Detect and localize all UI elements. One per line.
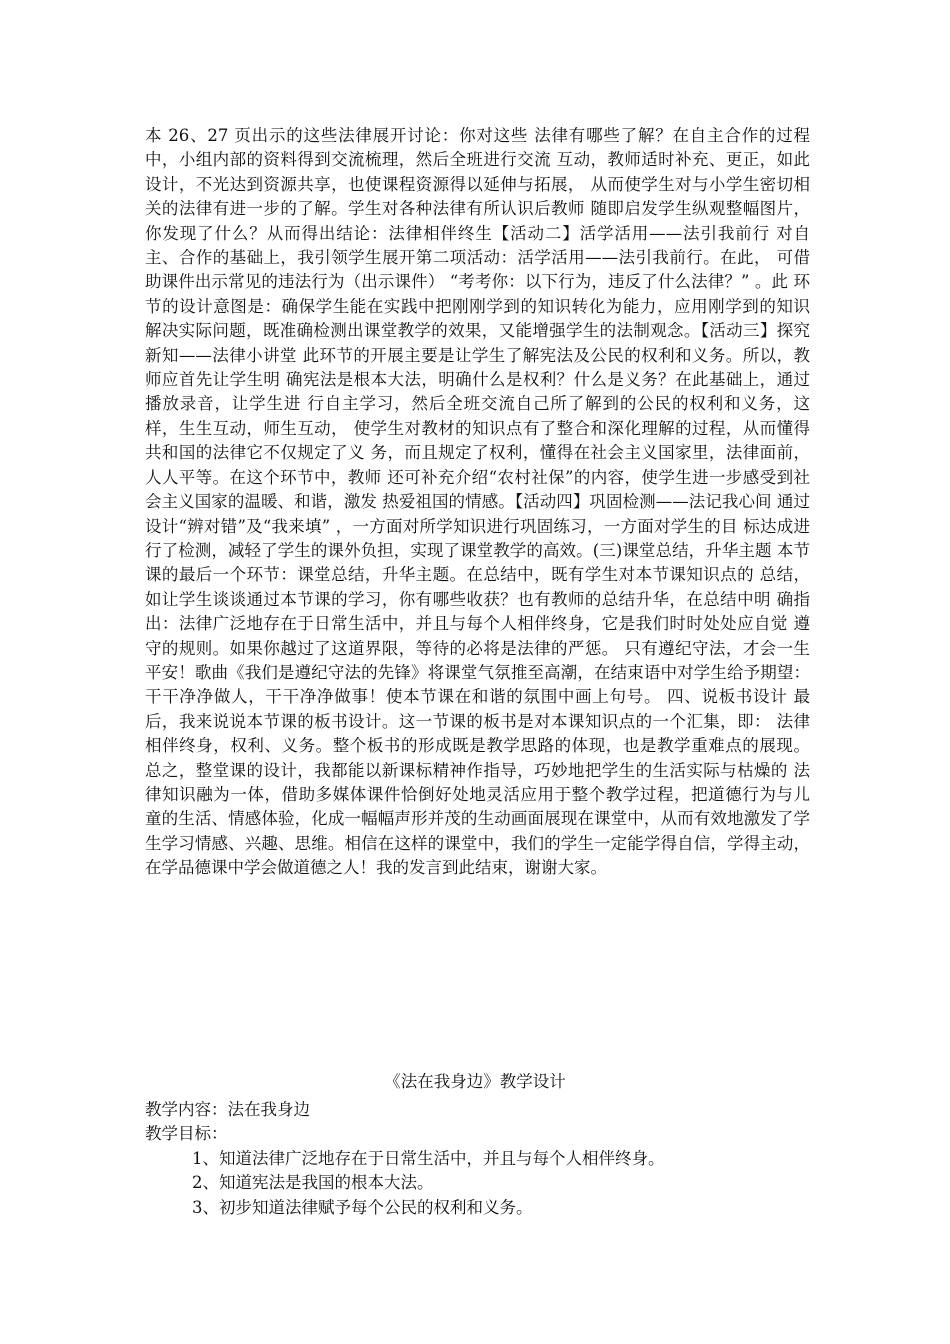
goal-item-2: 2、知道宪法是我国的根本大法。	[192, 1173, 434, 1192]
document-title: 《法在我身边》教学设计	[384, 1072, 566, 1091]
teaching-content-line: 教学内容：法在我身边	[145, 1100, 310, 1119]
body-paragraph: 本 26、27 页出示的这些法律展开讨论：你对这些 法律有哪些了解？在自主合作的过程中，小组内部的资料得到交流梳理，然后全班进行交流 互动，教师适时补充、更正，如此设计，不光达到资源共享，也使课程资源得以延伸与拓展， 从而使学生对与小学生密切相关的法律有进一步的了解。学生对各种法律有所认识后教师 随即启发学生纵观整幅图片，你发现了什么？从而得出结论：法律相伴终生【活动二】活学活用——法引我前行 对自主、合作的基础上，我引领学生展开第二项活动：活学活用——法引我前行。在此， 可借助课件出示常见的违法行为（出示课件） “考考你：以下行为，违反了什么法律？” 。此 环节的设计意图是：确保学生能在实践中把刚刚学到的知识转化为能力，应用刚学到的知识 解决实际问题，既准确检测出课堂教学的效果，又能增强学生的法制观念。【活动三】探究新知——法律小讲堂 此环节的开展主要是让学生了解宪法及公民的权利和义务。所以，教师应首先让学生明 确宪法是根本大法，明确什么是权利？什么是义务？在此基础上，通过播放录音，让学生进 行自主学习，然后全班交流自己所了解到的公民的权利和义务，这样，生生互动，师生互动， 使学生对教材的知识点有了整合和深化理解的过程，从而懂得共和国的法律它不仅规定了义 务，而且规定了权利，懂得在社会主义国家里，法律面前，人人平等。在这个环节中，教师 还可补充介绍“农村社保”的内容，使学生进一步感受到社会主义国家的温暖、和谐，激发 热爱祖国的情感。【活动四】巩固检测——法记我心间 通过设计“辨对错”及“我来填” ，一方面对所学知识进行巩固练习，一方面对学生的目 标达成进行了检测，减轻了学生的课外负担，实现了课堂教学的高效。(三)课堂总结，升华主题 本节课的最后一个环节：课堂总结，升华主题。在总结中，既有学生对本节课知识点的 总结，如让学生谈谈通过本节课的学习，你有哪些收获？也有教师的总结升华，在总结中明 确指出：法律广泛地存在于日常生活中，并且与每个人相伴终身，它是我们时时处处应自觉 遵守的规则。如果你越过了这道界限，等待的必将是法律的严惩。 只有遵纪守法，才会一生 平安！歌曲《我们是遵纪守法的先锋》将课堂气氛推至高潮，在结束语中对学生给予期望：干干净净做人，干干净净做事！使本节课在和谐的氛围中画上句号。 四、说板书设计 最后，我来说说本节课的板书设计。这一节课的板书是对本课知识点的一个汇集，即： 法律相伴终身，权利、义务。整个板书的形成既是教学思路的体现，也是教学重难点的展现。 总之，整堂课的设计，我都能以新课标精神作指导，巧妙地把学生的生活实际与枯燥的 法律知识融为一体，借助多媒体课件恰倒好处地灵活应用于整个教学过程，把道德行为与儿 童的生活、情感体验，化成一幅幅声形并茂的生动画面展现在课堂中，从而有效地激发了学 生学习情感、兴趣、思维。相信在这样的课堂中，我们的学生一定能学得自信，学得主动， 在学品德课中学会做道德之人！我的发言到此结束，谢谢大家。	[145, 126, 810, 878]
goal-item-3: 3、初步知道法律赋予每个公民的权利和义务。	[192, 1198, 533, 1217]
teaching-goals-label: 教学目标：	[145, 1124, 228, 1143]
goal-item-1: 1、知道法律广泛地存在于日常生活中，并且与每个人相伴终身。	[192, 1149, 665, 1168]
